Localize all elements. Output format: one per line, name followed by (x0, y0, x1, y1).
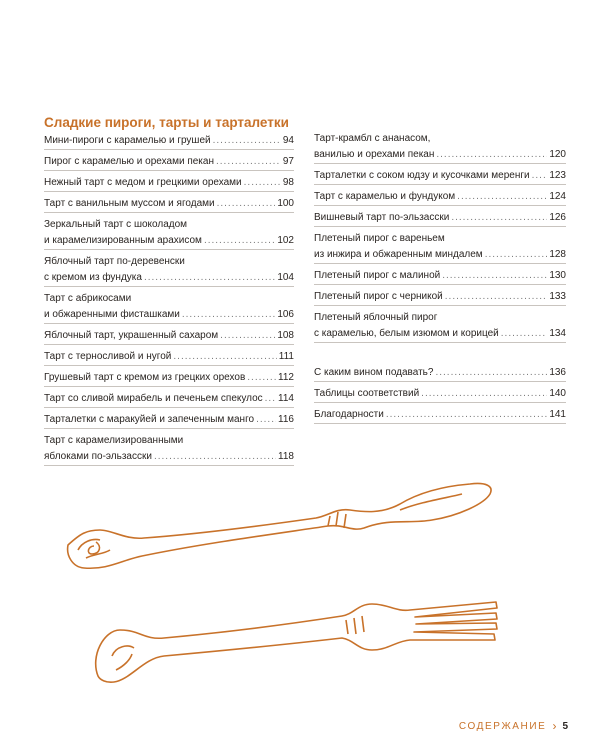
toc-entry[interactable] (44, 192, 294, 213)
dot-leader (532, 168, 548, 184)
toc-entry-page: 126 (549, 212, 566, 223)
toc-entry[interactable] (44, 324, 294, 345)
toc-entry-page: 130 (549, 270, 566, 281)
dot-leader (501, 326, 548, 342)
toc-entry-title: Тарт со сливой мирабель и печеньем спекулос (44, 393, 263, 404)
toc-entry[interactable] (314, 285, 566, 306)
toc-entry-title: Тарт-крамбл с ананасом, (314, 133, 431, 144)
toc-entry-title: Яблочный тарт по-деревенски (44, 256, 185, 267)
toc-entry-page: 141 (549, 409, 566, 420)
toc-entry-page: 120 (549, 149, 566, 160)
toc-entry-title: яблоками по-эльзасски (44, 451, 152, 462)
toc-entry-title: с карамелью, белым изюмом и корицей (314, 328, 499, 339)
toc-entry-page: 108 (277, 330, 294, 341)
dot-leader (451, 210, 547, 226)
column-spacer (314, 343, 566, 361)
dot-leader (144, 270, 275, 286)
toc-entry-title: с кремом из фундука (44, 272, 142, 283)
toc-entry-title: Тарт с карамелью и фундуком (314, 191, 456, 202)
dot-leader (204, 233, 275, 249)
dot-leader (265, 391, 276, 407)
toc-entry[interactable] (314, 382, 566, 403)
toc-entry-title: Нежный тарт с медом и грецкими орехами (44, 177, 242, 188)
toc-entry[interactable] (314, 306, 566, 343)
toc-entry-title: Тарталетки с маракуйей и запеченным манго (44, 414, 255, 425)
toc-entry[interactable] (314, 403, 566, 424)
page-number: 5 (562, 720, 568, 732)
dot-leader (421, 386, 547, 402)
dot-leader (457, 189, 547, 205)
dot-leader (386, 407, 547, 423)
toc-entry-page: 111 (278, 351, 294, 362)
toc-entry[interactable] (44, 366, 294, 387)
toc-entry-page: 97 (282, 156, 294, 167)
toc-entry-title: Тарталетки с соком юдзу и кусочками меренги (314, 170, 530, 181)
section-title: Сладкие пироги, тарты и тарталетки (44, 115, 289, 130)
dot-leader (244, 175, 281, 191)
toc-entry-title: Тарт с абрикосами (44, 293, 132, 304)
dot-leader (485, 247, 548, 263)
toc-entry-title: Пирог с карамелью и орехами пекан (44, 156, 214, 167)
toc-entry-page: 124 (549, 191, 566, 202)
toc-entry-page: 112 (278, 372, 294, 383)
toc-entry-title: Благодарности (314, 409, 384, 420)
dot-leader (442, 268, 547, 284)
toc-entry[interactable] (44, 345, 294, 366)
dot-leader (445, 289, 548, 305)
toc-right-column (314, 131, 566, 424)
dot-leader (436, 147, 547, 163)
toc-entry[interactable] (44, 131, 294, 150)
toc-entry-page: 114 (278, 393, 294, 404)
toc-entry-title: Тарт с ванильным муссом и ягодами (44, 198, 215, 209)
toc-entry-page: 134 (549, 328, 566, 339)
toc-entry-title: Вишневый тарт по-эльзасски (314, 212, 450, 223)
toc-entry-title: Плетеный пирог с малиной (314, 270, 441, 281)
toc-entry[interactable] (314, 185, 566, 206)
toc-entry-page: 102 (277, 235, 294, 246)
toc-entry-title: Грушевый тарт с кремом из грецких орехов (44, 372, 246, 383)
spoon-icon (68, 483, 491, 568)
toc-left-column (44, 131, 294, 466)
toc-entry-page: 136 (549, 367, 566, 378)
toc-entry-page: 140 (549, 388, 566, 399)
dot-leader (247, 370, 276, 386)
toc-entry[interactable] (314, 227, 566, 264)
footer-section-label: СОДЕРЖАНИЕ (458, 720, 547, 732)
toc-entry-page: 118 (278, 451, 294, 462)
dot-leader (435, 365, 547, 381)
toc-entry-title: Мини-пироги с карамелью и грушей (44, 135, 211, 146)
toc-entry-page: 116 (278, 414, 294, 425)
toc-entry[interactable] (314, 131, 566, 164)
toc-entry-page: 123 (549, 170, 566, 181)
toc-entry-title: Таблицы соответствий (314, 388, 420, 399)
toc-entry-title: из инжира и обжаренным миндалем (314, 249, 483, 260)
toc-entry[interactable] (44, 287, 294, 324)
dot-leader (216, 154, 281, 170)
toc-entry-title: Плетеный пирог с вареньем (314, 233, 445, 244)
toc-entry[interactable] (44, 408, 294, 429)
toc-entry-title: и карамелизированным арахисом (44, 235, 202, 246)
dot-leader (256, 412, 276, 428)
toc-entry[interactable] (44, 250, 294, 287)
toc-entry[interactable] (44, 213, 294, 250)
toc-entry[interactable] (44, 429, 294, 466)
toc-entry-title: Зеркальный тарт с шоколадом (44, 219, 188, 230)
toc-entry[interactable] (44, 150, 294, 171)
toc-entry-page: 128 (549, 249, 566, 260)
dot-leader (154, 449, 276, 465)
dot-leader (173, 349, 276, 365)
toc-entry-page: 133 (549, 291, 566, 302)
toc-entry-title: ванилью и орехами пекан (314, 149, 435, 160)
page-footer (459, 719, 568, 733)
toc-entry[interactable] (44, 171, 294, 192)
toc-entry-title: Плетеный пирог с черникой (314, 291, 443, 302)
dot-leader (182, 307, 275, 323)
toc-entry[interactable] (44, 387, 294, 408)
toc-entry[interactable] (314, 264, 566, 285)
toc-entry[interactable] (314, 206, 566, 227)
dot-leader (213, 133, 281, 149)
toc-entry-page: 104 (277, 272, 294, 283)
toc-entry-page: 106 (277, 309, 294, 320)
toc-entry[interactable] (314, 361, 566, 382)
cutlery-illustration (60, 480, 510, 700)
toc-entry-title: С каким вином подавать? (314, 367, 434, 378)
toc-entry-page: 94 (282, 135, 294, 146)
toc-entry-title: Плетеный яблочный пирог (314, 312, 438, 323)
toc-entry-title: Тарт с карамелизированными (44, 435, 184, 446)
chevron-right-icon: › (552, 719, 557, 733)
toc-entry-title: Тарт с терносливой и нугой (44, 351, 172, 362)
toc-entry[interactable] (314, 164, 566, 185)
fork-icon (96, 602, 497, 682)
toc-entry-title: Яблочный тарт, украшенный сахаром (44, 330, 219, 341)
dot-leader (217, 196, 276, 212)
toc-entry-title: и обжаренными фисташками (44, 309, 180, 320)
toc-entry-page: 98 (282, 177, 294, 188)
dot-leader (220, 328, 275, 344)
toc-entry-page: 100 (277, 198, 294, 209)
